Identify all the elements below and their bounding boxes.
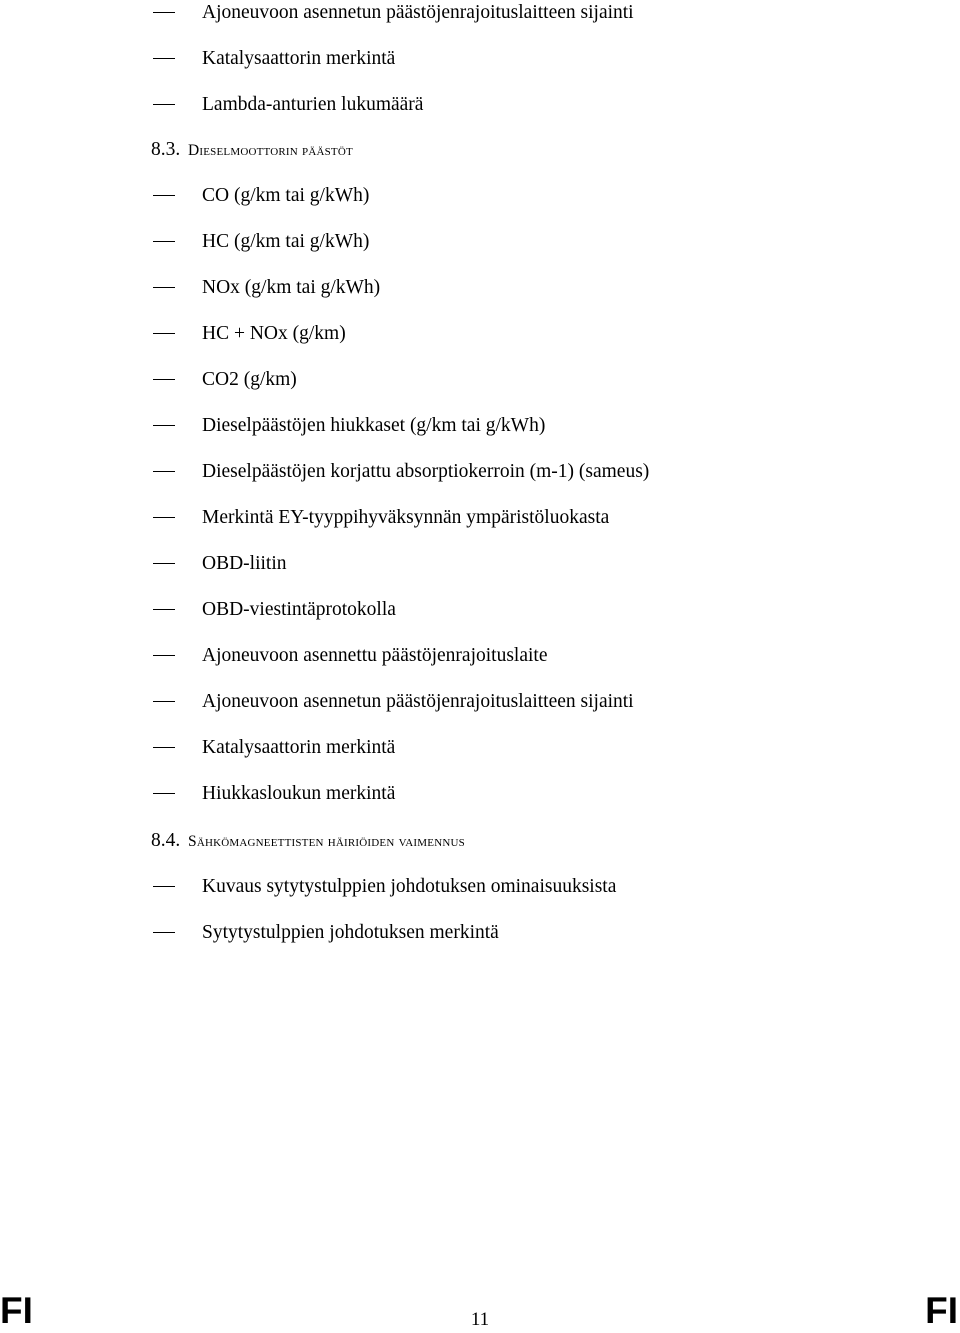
list-item — [0, 367, 960, 397]
dash-bullet — [153, 886, 175, 887]
list-item — [0, 551, 960, 581]
list-item-text: Dieselpäästöjen korjattu absorptiokerroin (m-1) (sameus) — [202, 461, 650, 482]
list-item — [0, 874, 960, 904]
list-item — [0, 505, 960, 535]
list-item — [0, 183, 960, 213]
section-number: 8.3. — [151, 139, 181, 160]
list-item — [0, 920, 960, 950]
footer-language-code-right: FI — [925, 1290, 958, 1331]
section-heading-emc — [0, 828, 960, 858]
list-item — [0, 229, 960, 259]
dash-bullet — [153, 241, 175, 242]
dash-bullet — [153, 12, 175, 13]
dash-bullet — [153, 701, 175, 702]
list-item — [0, 0, 960, 30]
list-item-text: NOx (g/km tai g/kWh) — [202, 277, 381, 298]
section-title: Dieselmoottorin päästöt — [188, 142, 353, 159]
dash-bullet — [153, 932, 175, 933]
dash-bullet — [153, 747, 175, 748]
list-item-text: Katalysaattorin merkintä — [202, 737, 396, 758]
dash-bullet — [153, 333, 175, 334]
list-item-text: OBD-liitin — [202, 553, 287, 574]
list-item-text: Ajoneuvoon asennettu päästöjenrajoituslaite — [202, 645, 548, 666]
list-item-text: Dieselpäästöjen hiukkaset (g/km tai g/kWh) — [202, 415, 546, 436]
list-item-text: OBD-viestintäprotokolla — [202, 599, 396, 620]
list-item — [0, 643, 960, 673]
list-item — [0, 413, 960, 443]
list-item — [0, 781, 960, 811]
list-item-text: Sytytystulppien johdotuksen merkintä — [202, 922, 499, 943]
dash-bullet — [153, 517, 175, 518]
dash-bullet — [153, 104, 175, 105]
dash-bullet — [153, 609, 175, 610]
list-item-text: Merkintä EY-tyyppihyväksynnän ympäristöluokasta — [202, 507, 610, 528]
list-item — [0, 92, 960, 122]
section-heading-diesel — [0, 137, 960, 167]
section-title: Sähkömagneettisten häiriöiden vaimennus — [188, 833, 465, 850]
footer-language-code-left: FI — [0, 1290, 33, 1331]
list-item — [0, 321, 960, 351]
list-item — [0, 597, 960, 627]
list-item-text: Katalysaattorin merkintä — [202, 48, 396, 69]
list-item — [0, 459, 960, 489]
list-item — [0, 689, 960, 719]
page-number: 11 — [470, 1309, 490, 1330]
list-item-text: Hiukkasloukun merkintä — [202, 783, 396, 804]
dash-bullet — [153, 793, 175, 794]
dash-bullet — [153, 287, 175, 288]
list-item — [0, 46, 960, 76]
list-item-text: Kuvaus sytytystulppien johdotuksen ominaisuuksista — [202, 876, 617, 897]
list-item-text: CO2 (g/km) — [202, 369, 297, 390]
list-item-text: Ajoneuvoon asennetun päästöjenrajoituslaitteen sijainti — [202, 691, 634, 712]
list-item-text: HC (g/km tai g/kWh) — [202, 231, 370, 252]
list-item — [0, 735, 960, 765]
list-item-text: HC + NOx (g/km) — [202, 323, 346, 344]
dash-bullet — [153, 379, 175, 380]
list-item-text: Lambda-anturien lukumäärä — [202, 94, 424, 115]
dash-bullet — [153, 471, 175, 472]
list-item-text: Ajoneuvoon asennetun päästöjenrajoituslaitteen sijainti — [202, 2, 634, 23]
list-item-text: CO (g/km tai g/kWh) — [202, 185, 370, 206]
dash-bullet — [153, 425, 175, 426]
dash-bullet — [153, 195, 175, 196]
dash-bullet — [153, 563, 175, 564]
dash-bullet — [153, 655, 175, 656]
section-number: 8.4. — [151, 830, 181, 851]
dash-bullet — [153, 58, 175, 59]
list-item — [0, 275, 960, 305]
